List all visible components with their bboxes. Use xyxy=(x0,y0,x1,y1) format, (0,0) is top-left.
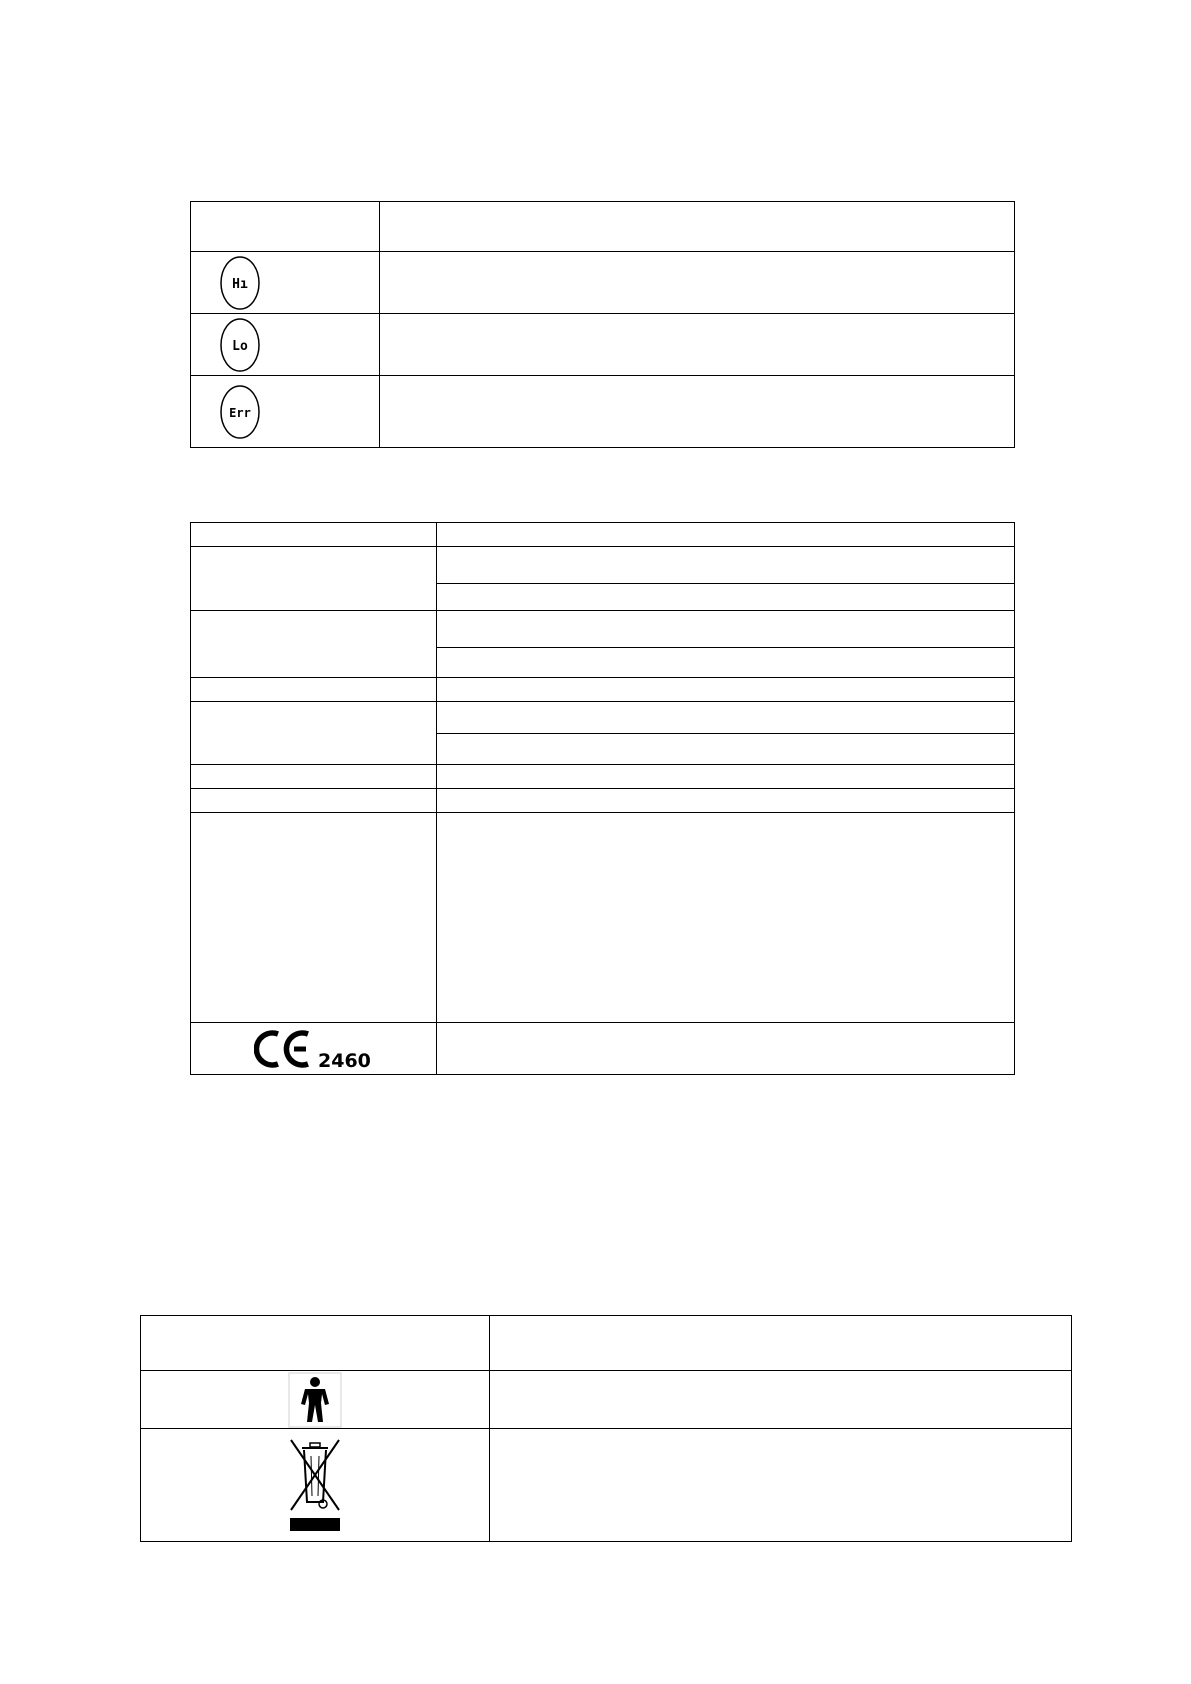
table-cell xyxy=(437,547,1015,584)
table-cell xyxy=(380,202,1015,252)
table-cell xyxy=(437,813,1015,1023)
table-row xyxy=(191,813,1015,1023)
display-err-icon xyxy=(219,384,261,440)
table-row xyxy=(191,314,1015,376)
table-cell xyxy=(191,611,437,678)
table-row xyxy=(191,702,1015,734)
table-cell xyxy=(380,252,1015,314)
table-row xyxy=(191,547,1015,584)
display-code-text: Hı xyxy=(232,276,248,292)
table-cell xyxy=(191,523,437,547)
table-header-row xyxy=(141,1316,1072,1371)
table-cell xyxy=(141,1316,490,1371)
table-cell xyxy=(437,702,1015,734)
table-cell xyxy=(141,1371,490,1429)
weee-crossed-bin-icon xyxy=(286,1436,344,1534)
type-bf-applied-part-icon xyxy=(288,1372,342,1428)
display-indicator-table xyxy=(190,201,1015,448)
table-cell xyxy=(191,813,437,1023)
ce-mark-icon xyxy=(254,1028,374,1070)
table-row xyxy=(191,765,1015,789)
table-cell xyxy=(380,314,1015,376)
ce-notified-body-number: 2460 xyxy=(317,1049,371,1070)
table-cell xyxy=(141,1429,490,1542)
table-row xyxy=(191,252,1015,314)
table-cell xyxy=(191,678,437,702)
table-cell xyxy=(437,678,1015,702)
table-cell xyxy=(191,202,380,252)
display-code-text: Lo xyxy=(232,338,248,354)
table-cell xyxy=(437,611,1015,648)
table-row xyxy=(191,1023,1015,1075)
table-cell xyxy=(191,702,437,765)
table-row xyxy=(141,1429,1072,1542)
table-cell xyxy=(191,376,380,448)
table-cell xyxy=(437,789,1015,813)
table-row xyxy=(191,611,1015,648)
table-cell xyxy=(437,734,1015,765)
table-row xyxy=(191,678,1015,702)
table-cell xyxy=(191,765,437,789)
table-header-row xyxy=(191,202,1015,252)
table-row xyxy=(191,376,1015,448)
table-cell xyxy=(437,1023,1015,1075)
table-cell xyxy=(437,648,1015,678)
table-cell xyxy=(380,376,1015,448)
display-code-text: Err xyxy=(229,405,251,420)
display-lo-icon xyxy=(219,317,261,373)
table-cell xyxy=(437,584,1015,611)
table-cell xyxy=(490,1371,1072,1429)
display-hi-icon xyxy=(219,255,261,311)
table-cell xyxy=(191,314,380,376)
symbol-table xyxy=(140,1315,1072,1542)
table-cell xyxy=(490,1429,1072,1542)
table-cell xyxy=(191,547,437,611)
specification-table xyxy=(190,522,1015,1075)
table-cell xyxy=(437,523,1015,547)
table-cell xyxy=(437,765,1015,789)
table-row xyxy=(141,1371,1072,1429)
table-row xyxy=(191,523,1015,547)
table-cell xyxy=(191,252,380,314)
table-cell xyxy=(490,1316,1072,1371)
table-cell xyxy=(191,1023,437,1075)
table-row xyxy=(191,789,1015,813)
table-cell xyxy=(191,789,437,813)
